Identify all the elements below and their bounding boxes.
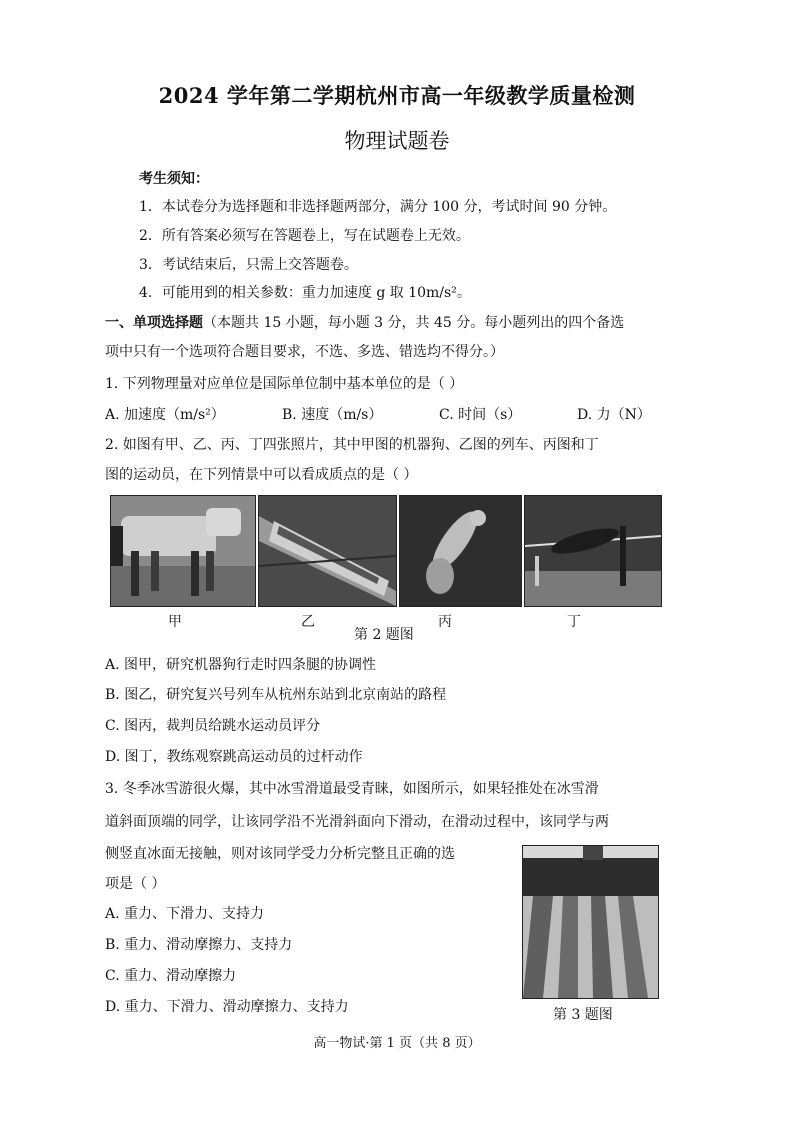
q2-option-d: D. 图丁，教练观察跳高运动员的过杆动作 [105, 749, 363, 765]
photo-label-bing: 丙 [438, 614, 452, 630]
section-1-heading: 一、单项选择题 [105, 315, 203, 331]
section-1-desc-line2: 项中只有一个选项符合题目要求，不选、多选、错选均不得分。） [105, 344, 504, 360]
q3-option-a: A. 重力、下滑力、支持力 [105, 906, 265, 922]
notice-heading: 考生须知： [139, 171, 209, 187]
q3-option-d: D. 重力、下滑力、滑动摩擦力、支持力 [105, 999, 349, 1015]
q2-stem-line1: 2. 如图有甲、乙、丙、丁四张照片，其中甲图的机器狗、乙图的列车、丙图和丁 [105, 437, 599, 453]
q3-stem-line3: 侧竖直冰面无接触，则对该同学受力分析完整且正确的选 [105, 846, 455, 862]
notice-item-1: 1．本试卷分为选择题和非选择题两部分，满分 100 分，考试时间 90 分钟。 [139, 199, 617, 215]
photo-robot-dog [110, 495, 256, 607]
photo-ice-slide [522, 845, 659, 999]
q2-option-a: A. 图甲，研究机器狗行走时四条腿的协调性 [105, 657, 377, 673]
section-1-desc: （本题共 15 小题，每小题 3 分，共 45 分。每小题列出的四个备选 [203, 315, 625, 331]
photo-label-jia: 甲 [168, 614, 182, 630]
photo-train [258, 495, 397, 607]
section-1-header [105, 314, 624, 332]
q2-option-b: B. 图乙，研究复兴号列车从杭州东站到北京南站的路程 [105, 687, 447, 703]
q1-stem: 1. 下列物理量对应单位是国际单位制中基本单位的是（ ） [105, 376, 464, 392]
photo-label-ding: 丁 [567, 614, 581, 630]
q3-figure-caption: 第 3 题图 [553, 1007, 613, 1023]
page-footer: 高一物试·第 1 页（共 8 页） [313, 1036, 481, 1051]
notice-item-3: 3．考试结束后，只需上交答题卷。 [139, 257, 358, 273]
notice-item-4: 4．可能用到的相关参数：重力加速度 g 取 10m/s²。 [139, 285, 471, 301]
q1-option-b: B. 速度（m/s） [282, 407, 383, 423]
q2-figure-caption: 第 2 题图 [354, 627, 414, 643]
q3-stem-line4: 项是（ ） [105, 876, 166, 892]
q1-option-d: D. 力（N） [577, 407, 651, 423]
photo-diver [399, 495, 522, 607]
exam-title: 2024 学年第二学期杭州市高一年级教学质量检测 [158, 83, 636, 108]
photo-high-jumper [524, 495, 662, 607]
q1-option-a: A. 加速度（m/s²） [105, 407, 225, 423]
exam-subtitle: 物理试题卷 [344, 129, 450, 153]
q3-stem-line2: 道斜面顶端的同学，让该同学沿不光滑斜面向下滑动，在滑动过程中，该同学与两 [105, 814, 609, 830]
q1-option-c: C. 时间（s） [439, 407, 522, 423]
photo-label-yi: 乙 [301, 614, 315, 630]
notice-item-2: 2．所有答案必须写在答题卷上，写在试题卷上无效。 [139, 228, 470, 244]
q2-stem-line2: 图的运动员，在下列情景中可以看成质点的是（ ） [105, 467, 418, 483]
q3-option-c: C. 重力、滑动摩擦力 [105, 968, 237, 984]
q3-option-b: B. 重力、滑动摩擦力、支持力 [105, 937, 293, 953]
q2-option-c: C. 图丙，裁判员给跳水运动员评分 [105, 718, 321, 734]
q3-stem-line1: 3. 冬季冰雪游很火爆，其中冰雪滑道最受青睐，如图所示，如果轻推处在冰雪滑 [105, 781, 599, 797]
